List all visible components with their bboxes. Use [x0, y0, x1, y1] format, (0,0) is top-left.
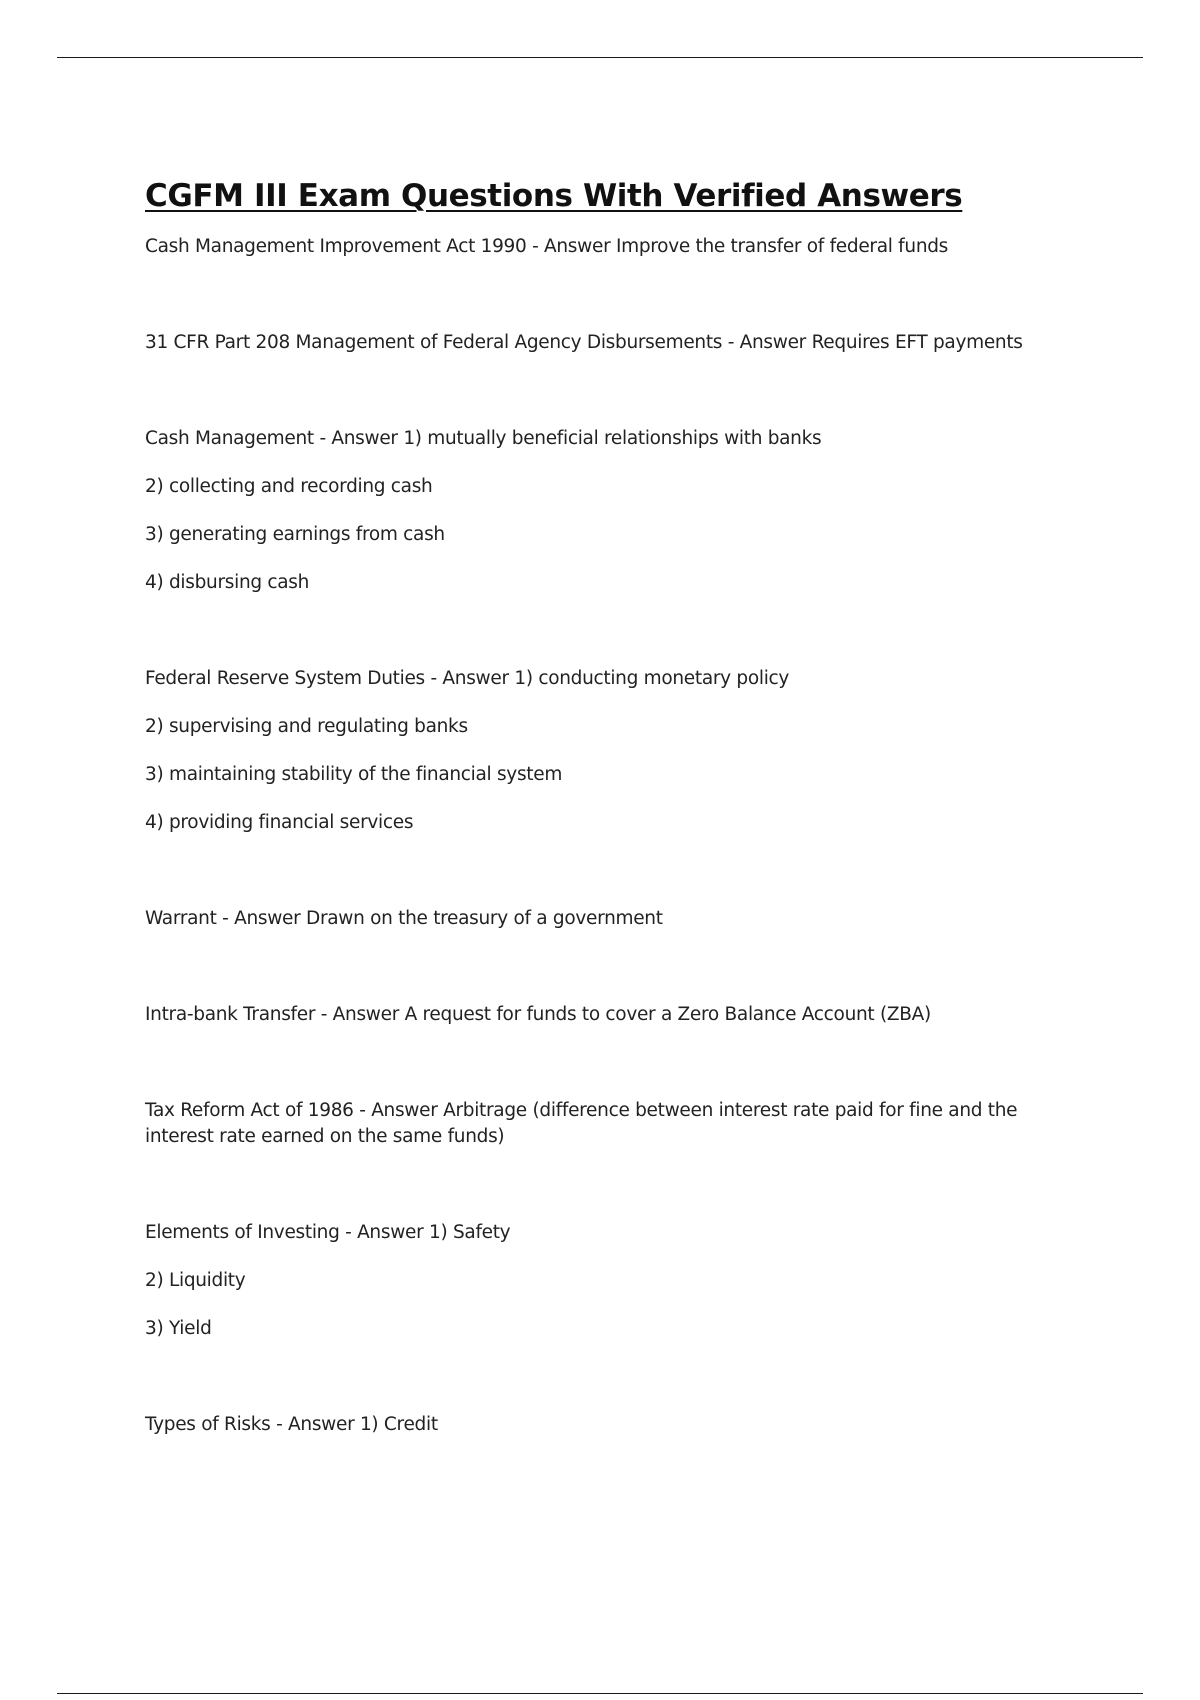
qa-entry — [145, 1098, 1045, 1150]
qa-line: Types of Risks - Answer 1) Credit — [145, 1414, 438, 1435]
qa-entry — [145, 1220, 1045, 1342]
qa-line: 2) collecting and recording cash — [145, 476, 433, 497]
qa-line: Warrant - Answer Drawn on the treasury of a government — [145, 908, 663, 929]
qa-line: 3) generating earnings from cash — [145, 524, 445, 545]
qa-entry — [145, 906, 1045, 932]
footer-rule — [57, 1693, 1143, 1694]
qa-line: Intra-bank Transfer - Answer A request for funds to cover a Zero Balance Account (ZBA) — [145, 1004, 931, 1025]
qa-line: Elements of Investing - Answer 1) Safety — [145, 1222, 511, 1243]
header-rule — [57, 57, 1143, 58]
qa-line: 4) disbursing cash — [145, 572, 310, 593]
qa-line: Cash Management - Answer 1) mutually beneficial relationships with banks — [145, 428, 822, 449]
qa-entry — [145, 330, 1045, 356]
qa-line: 2) supervising and regulating banks — [145, 716, 468, 737]
qa-line: Tax Reform Act of 1986 - Answer Arbitrage (difference between interest rate paid for fine and the interest rate earned on the same funds) — [145, 1100, 1023, 1147]
qa-line: 4) providing financial services — [145, 812, 414, 833]
qa-entry — [145, 1412, 1045, 1438]
qa-line: 2) Liquidity — [145, 1270, 246, 1291]
qa-line: 3) maintaining stability of the financial system — [145, 764, 563, 785]
document-title: CGFM III Exam Questions With Verified Answers — [145, 178, 963, 214]
qa-line: Federal Reserve System Duties - Answer 1) conducting monetary policy — [145, 668, 790, 689]
qa-entry — [145, 1002, 1045, 1028]
qa-entry — [145, 234, 1045, 260]
qa-entry — [145, 666, 1045, 836]
qa-line: Cash Management Improvement Act 1990 - Answer Improve the transfer of federal funds — [145, 236, 949, 257]
qa-line: 31 CFR Part 208 Management of Federal Agency Disbursements - Answer Requires EFT payments — [145, 332, 1023, 353]
qa-entry — [145, 426, 1045, 596]
document-body — [145, 178, 1045, 1438]
qa-line: 3) Yield — [145, 1318, 212, 1339]
